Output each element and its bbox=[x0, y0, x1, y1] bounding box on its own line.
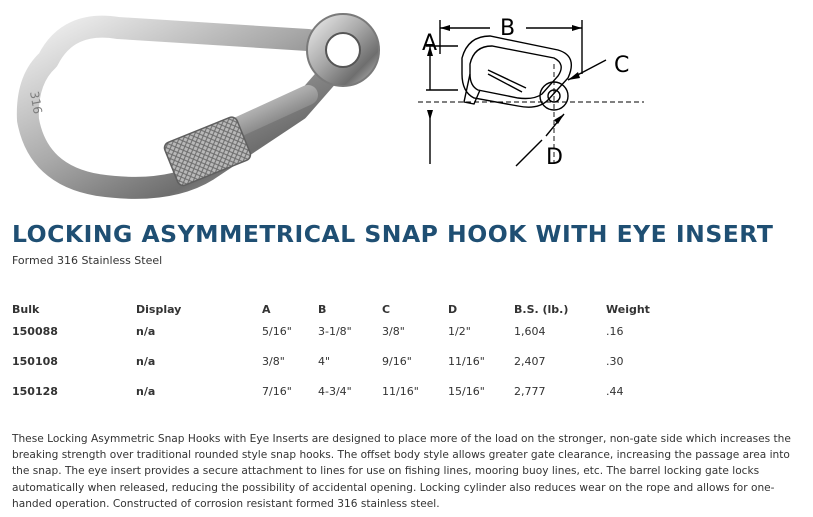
cell-c: 9/16" bbox=[382, 355, 412, 368]
header-bulk: Bulk bbox=[12, 303, 40, 316]
cell-display: n/a bbox=[136, 355, 156, 368]
cell-breaking-strength: 1,604 bbox=[514, 325, 546, 338]
header-b: B bbox=[318, 303, 327, 316]
cell-d: 15/16" bbox=[448, 385, 485, 398]
label-d: D bbox=[546, 145, 563, 170]
cell-breaking-strength: 2,407 bbox=[514, 355, 546, 368]
cell-a: 3/8" bbox=[262, 355, 285, 368]
cell-c: 3/8" bbox=[382, 325, 405, 338]
table-row bbox=[12, 383, 666, 413]
table-row bbox=[12, 353, 666, 383]
label-a: A bbox=[422, 31, 438, 56]
cell-display: n/a bbox=[136, 385, 156, 398]
cell-a: 7/16" bbox=[262, 385, 292, 398]
cell-d: 1/2" bbox=[448, 325, 471, 338]
header-c: C bbox=[382, 303, 391, 316]
cell-bulk: 150088 bbox=[12, 325, 58, 338]
dimension-diagram bbox=[418, 14, 644, 186]
label-b: B bbox=[500, 16, 516, 41]
cell-c: 11/16" bbox=[382, 385, 419, 398]
table-header-row bbox=[12, 303, 666, 323]
table-row bbox=[12, 323, 666, 353]
cell-weight: .30 bbox=[606, 355, 624, 368]
cell-bulk: 150108 bbox=[12, 355, 58, 368]
cell-d: 11/16" bbox=[448, 355, 485, 368]
label-c: C bbox=[614, 53, 630, 78]
cell-weight: .16 bbox=[606, 325, 624, 338]
cell-a: 5/16" bbox=[262, 325, 292, 338]
engraving-text: 316 bbox=[27, 90, 45, 116]
product-photo bbox=[8, 0, 408, 200]
product-subtitle: Formed 316 Stainless Steel bbox=[12, 254, 163, 267]
cell-display: n/a bbox=[136, 325, 156, 338]
header-display: Display bbox=[136, 303, 182, 316]
spec-table bbox=[12, 303, 666, 413]
cell-b: 4-3/4" bbox=[318, 385, 352, 398]
cell-weight: .44 bbox=[606, 385, 624, 398]
cell-bulk: 150128 bbox=[12, 385, 58, 398]
header-weight: Weight bbox=[606, 303, 650, 316]
header-a: A bbox=[262, 303, 271, 316]
product-title: LOCKING ASYMMETRICAL SNAP HOOK WITH EYE INSERT bbox=[12, 220, 774, 248]
cell-breaking-strength: 2,777 bbox=[514, 385, 546, 398]
header-breaking-strength: B.S. (lb.) bbox=[514, 303, 569, 316]
product-description: These Locking Asymmetric Snap Hooks with Eye Inserts are designed to place more of the load on the stronger, non-gate side which increases the breaking strength over traditional rounded style snap hooks. The offset body style allows greater gate clearance, increasing the passage area into the snap. The eye insert provides a secure attachment to lines for use on fishing lines, mooring buoy lines, etc. The barrel locking gate locks automatically when released, reducing the possibility of accidental opening. Locking cylinder also reduces wear on the rope and allows for one-handed operation. Constructed of corrosion resistant formed 316 stainless steel. bbox=[12, 433, 791, 510]
header-d: D bbox=[448, 303, 458, 316]
cell-b: 3-1/8" bbox=[318, 325, 352, 338]
cell-b: 4" bbox=[318, 355, 331, 368]
